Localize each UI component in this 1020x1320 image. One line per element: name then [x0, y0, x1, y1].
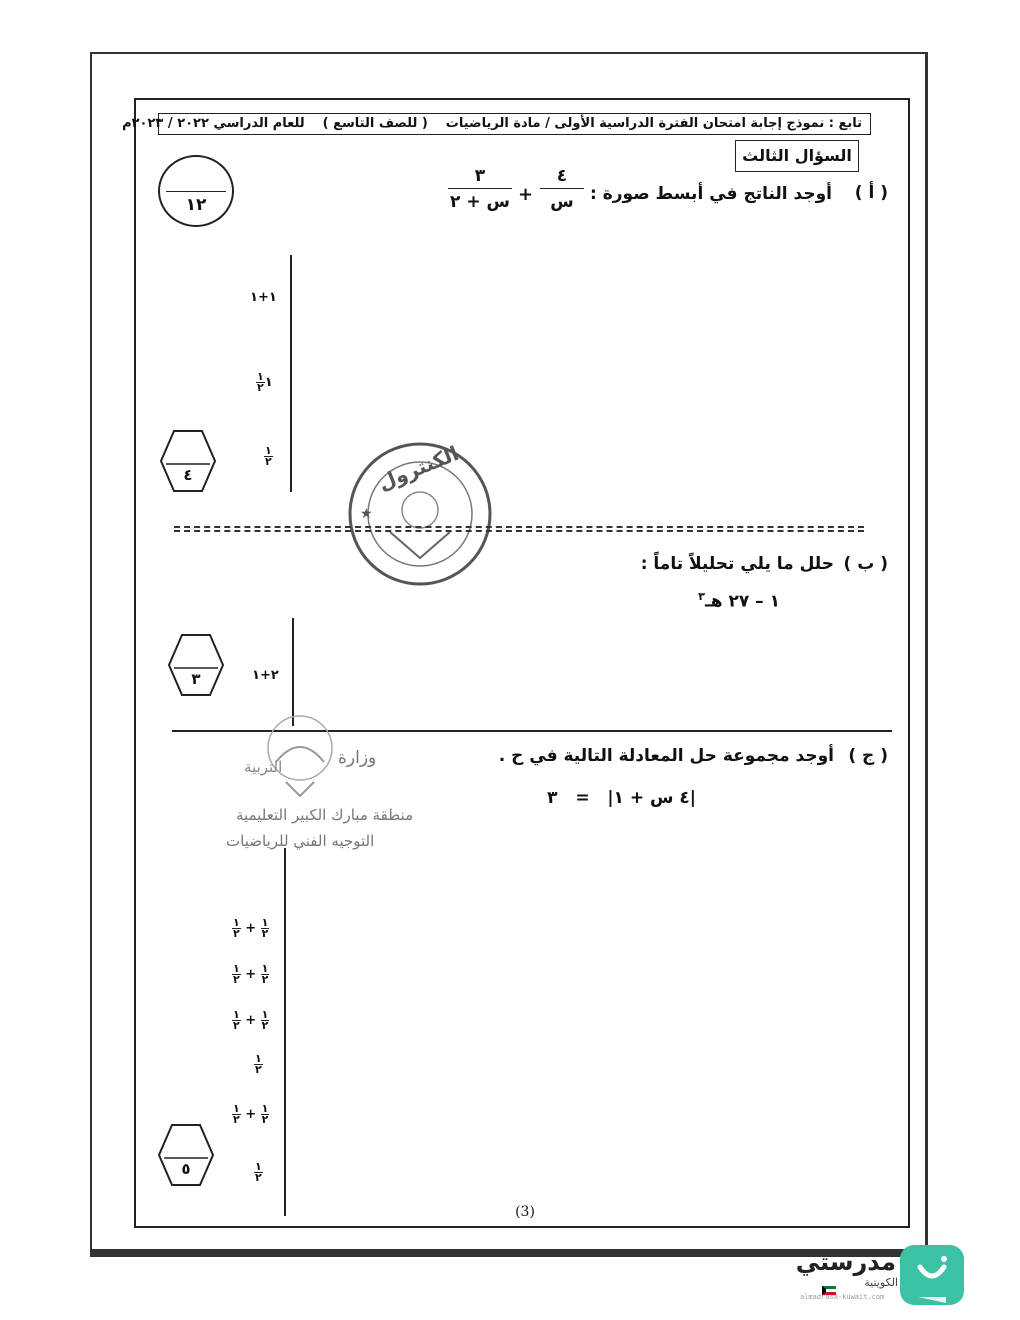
part-b-expression-text: ١ – ٢٧ هـ [704, 591, 780, 612]
question-title: السؤال الثالث [735, 140, 859, 172]
ministry-stamp [226, 712, 414, 862]
part-b-score: ٣ [191, 670, 201, 688]
total-score: ١٢ [185, 195, 207, 215]
page-number: (3) [515, 1204, 535, 1220]
part-a-label: ( أ ) [854, 183, 888, 203]
marking-column-line-c [284, 848, 286, 1216]
part-b-expression [698, 590, 780, 612]
fraction-numerator: ٤ [540, 166, 584, 189]
plus-sign: + [518, 184, 534, 205]
logo-sub: الكويتية [864, 1276, 898, 1289]
mark-a-3-num: ١ [265, 444, 272, 457]
mark-c-5: $\frac{١}{٢}$ + $\frac{١}{٢}$ [233, 1102, 269, 1126]
fraction-numerator: ٣ [448, 166, 512, 189]
ministry-word: وزارة [338, 748, 377, 768]
part-b-exponent: ٣ [698, 590, 705, 603]
part-b-prompt: حلل ما يلي تحليلاً تاماً : [640, 554, 834, 574]
marking-column-line-b [292, 618, 294, 726]
part-b-score-hexagon [168, 634, 224, 696]
score-divider [166, 191, 226, 192]
part-c-label: ( ج ) [848, 746, 888, 766]
fraction-denominator: س [550, 192, 574, 212]
part-a-score: ٤ [183, 466, 193, 484]
mark-c-2: $\frac{١}{٢}$ + $\frac{١}{٢}$ [233, 962, 269, 986]
mark-c-1: $\frac{١}{٢}$ + $\frac{١}{٢}$ [233, 916, 269, 940]
svg-text:★: ★ [360, 506, 373, 522]
logo-url[interactable]: almadrasa-kuwait.com [800, 1293, 885, 1301]
mark-a-2: ١ $\frac{١}{٢}$ [257, 370, 273, 394]
ministry-word-2: التربية [244, 758, 283, 776]
mark-a-1: ١+١ [250, 290, 277, 305]
ministry-line-2: التوجيه الفني للرياضيات [226, 832, 375, 850]
header-title: تابع : نموذج إجابة امتحان الفترة الدراسية الأولى / مادة الرياضيات [445, 116, 862, 131]
part-a-prompt: أوجد الناتج في أبسط صورة : [590, 184, 832, 204]
madrasati-logo-icon [900, 1245, 964, 1305]
part-b-label: ( ب ) [843, 554, 888, 574]
part-c-prompt: أوجد مجموعة حل المعادلة التالية في ح . [498, 746, 834, 766]
mark-c-6: $\frac{١}{٢}$ [255, 1160, 262, 1184]
part-c-score: ٥ [181, 1160, 191, 1178]
part-a-expression [448, 166, 588, 230]
fraction-3-over-s-plus-2 [448, 166, 512, 212]
header-year: للعام الدراسي ٢٠٢٢ / ٢٠٢٣م [122, 116, 305, 131]
marking-column-line [290, 255, 292, 492]
mark-a-3: $\frac{١}{٢}$ [265, 444, 272, 468]
control-stamp-text: الكنترول [374, 441, 462, 495]
header-grade: ( للصف التاسع ) [322, 116, 428, 131]
kuwait-flag-icon [822, 1280, 836, 1289]
dashed-separator [174, 526, 864, 532]
exam-header [122, 113, 871, 135]
part-c-score-hexagon [158, 1124, 214, 1186]
fraction-denominator: س + ٢ [450, 192, 510, 212]
logo-brand: مدرستي [795, 1248, 896, 1276]
total-score-circle [158, 155, 234, 227]
control-stamp [346, 440, 494, 588]
fraction-4-over-s [540, 166, 584, 212]
part-a-score-hexagon [160, 430, 216, 492]
mark-a-2-whole: ١ [264, 375, 273, 390]
mark-c-4: $\frac{١}{٢}$ [255, 1052, 262, 1076]
part-c-equation: |٤ س + ١| = ٣ [547, 788, 696, 808]
mark-c-3: $\frac{١}{٢}$ + $\frac{١}{٢}$ [233, 1008, 269, 1032]
mark-b: ٢+١ [252, 668, 279, 683]
exam-frame [134, 98, 910, 1228]
ministry-line-1: منطقة مبارك الكبير التعليمية [236, 806, 414, 824]
